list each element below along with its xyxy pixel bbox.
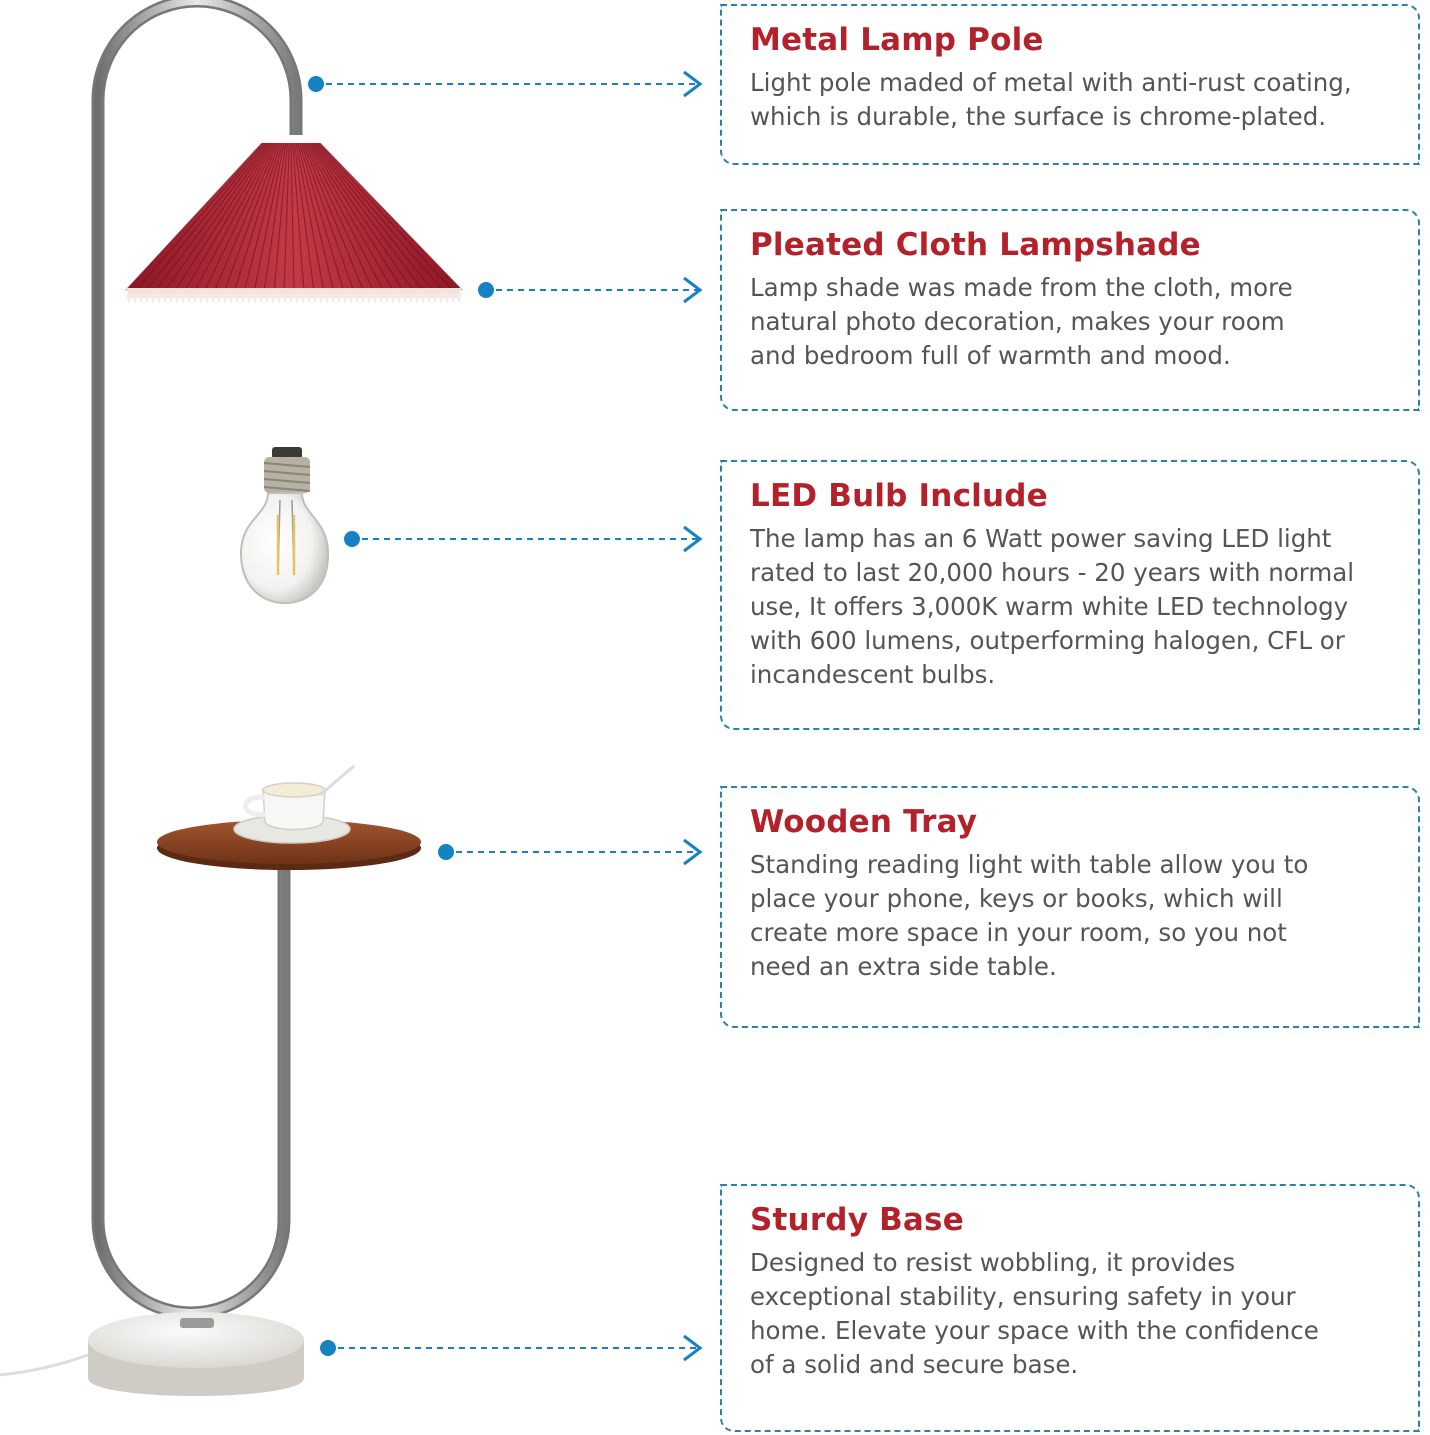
connector-pleated-cloth-lampshade xyxy=(478,278,700,302)
feature-card-sturdy-base xyxy=(720,1184,1420,1432)
feature-description xyxy=(750,66,1418,134)
feature-title: Sturdy Base xyxy=(750,1202,964,1238)
lampshade-image xyxy=(126,143,462,304)
feature-description-line: need an extra side table. xyxy=(750,952,1057,981)
connector-dot-icon xyxy=(478,282,494,298)
feature-description-line: and bedroom full of warmth and mood. xyxy=(750,341,1231,370)
led-bulb-image xyxy=(241,447,328,603)
feature-description-line: Light pole maded of metal with anti-rust coating, xyxy=(750,68,1352,97)
feature-description-line: Lamp shade was made from the cloth, more xyxy=(750,273,1293,302)
connector-dot-icon xyxy=(320,1340,336,1356)
feature-card-pleated-cloth-lampshade xyxy=(720,209,1420,411)
feature-description-line: place your phone, keys or books, which will xyxy=(750,884,1283,913)
feature-card-led-bulb-include xyxy=(720,460,1420,730)
wooden-tray-image xyxy=(157,766,421,870)
feature-title: Pleated Cloth Lampshade xyxy=(750,227,1201,263)
feature-card-wooden-tray xyxy=(720,786,1420,1028)
connector-dot-icon xyxy=(308,76,324,92)
feature-description-line: which is durable, the surface is chrome-plated. xyxy=(750,102,1327,131)
feature-title: Wooden Tray xyxy=(750,804,978,840)
marble-base-image xyxy=(0,1312,304,1396)
feature-description-line: Designed to resist wobbling, it provides xyxy=(750,1248,1236,1277)
feature-description-line: incandescent bulbs. xyxy=(750,660,996,689)
feature-description-line: rated to last 20,000 hours - 20 years with normal xyxy=(750,558,1355,587)
connector-dot-icon xyxy=(344,531,360,547)
feature-description-line: create more space in your room, so you not xyxy=(750,918,1287,947)
feature-description xyxy=(750,848,1418,984)
connector-sturdy-base xyxy=(320,1336,700,1360)
feature-description-line: The lamp has an 6 Watt power saving LED light xyxy=(750,524,1332,553)
feature-description-line: home. Elevate your space with the confidence xyxy=(750,1316,1319,1345)
connector-led-bulb-include xyxy=(344,527,700,551)
feature-description xyxy=(750,271,1418,373)
feature-description xyxy=(750,1246,1418,1382)
feature-description-line: exceptional stability, ensuring safety in your xyxy=(750,1282,1296,1311)
connector-metal-lamp-pole xyxy=(308,72,700,96)
feature-card-metal-lamp-pole xyxy=(720,4,1420,165)
feature-description xyxy=(750,522,1418,692)
feature-description-line: with 600 lumens, outperforming halogen, CFL or xyxy=(750,626,1345,655)
feature-title: Metal Lamp Pole xyxy=(750,22,1044,58)
connector-dot-icon xyxy=(438,844,454,860)
feature-description-line: Standing reading light with table allow you to xyxy=(750,850,1309,879)
feature-description-line: of a solid and secure base. xyxy=(750,1350,1079,1379)
feature-description-line: natural photo decoration, makes your room xyxy=(750,307,1285,336)
connector-wooden-tray xyxy=(438,840,700,864)
feature-title: LED Bulb Include xyxy=(750,478,1048,514)
feature-description-line: use, It offers 3,000K warm white LED technology xyxy=(750,592,1349,621)
